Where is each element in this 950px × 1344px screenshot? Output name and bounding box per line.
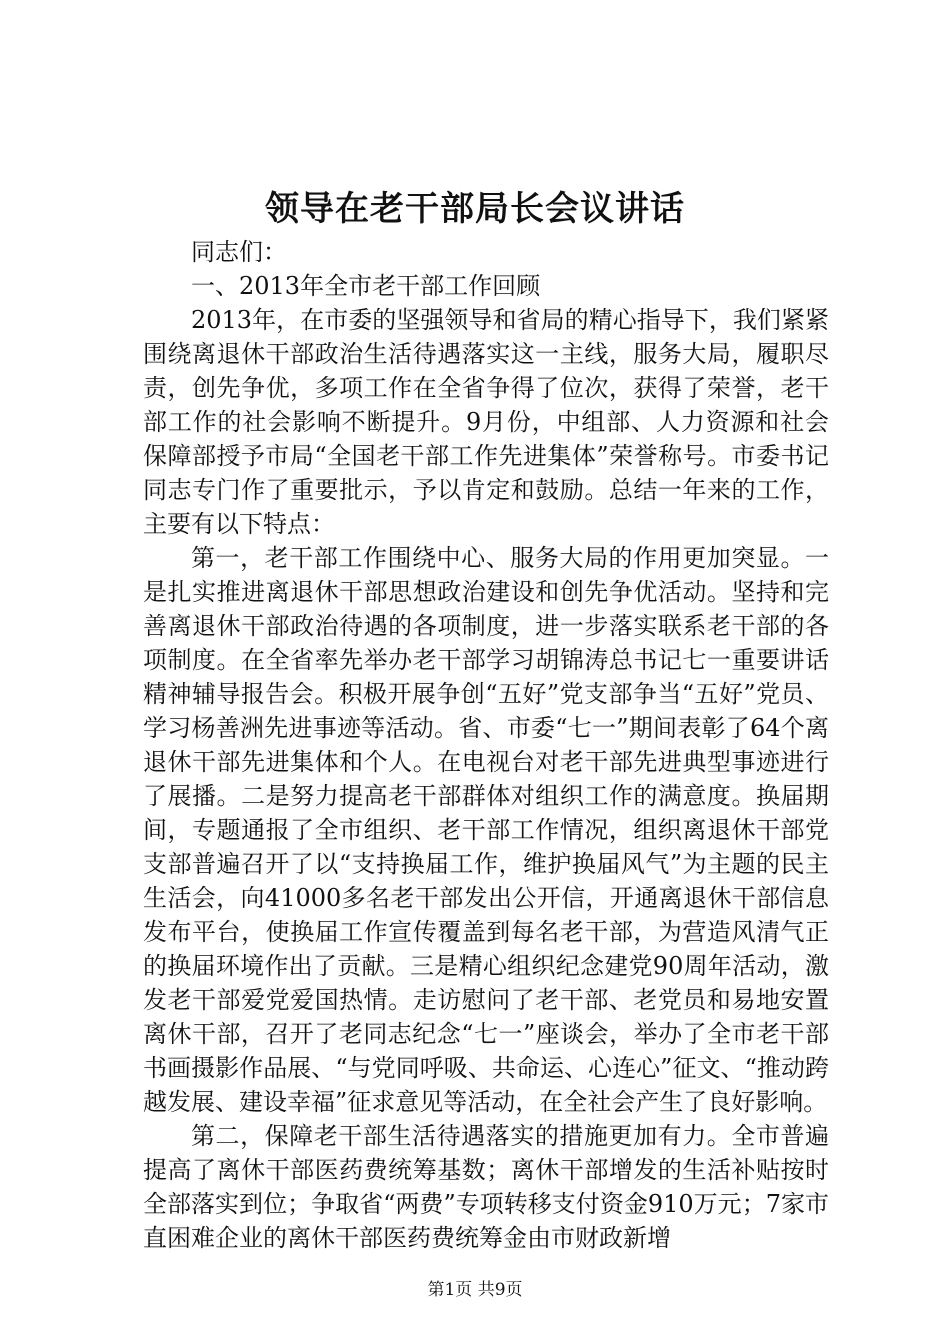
page-footer: 第1页 共9页 (427, 1280, 523, 1300)
salutation-paragraph: 同志们： (191, 238, 287, 266)
document-body (143, 235, 829, 1255)
body-paragraph: 第二，保障老干部生活待遇落实的措施更加有力。全市普遍提高了离休干部医药费统筹基数；离休干部增发的生活补贴按时全部落实到位；争取省“两费”专项转移支付资金910万元；7家市直困难企业的离休干部医药费统筹金由市财政新增 (143, 1122, 829, 1252)
body-paragraph: 第一，老干部工作围绕中心、服务大局的作用更加突显。一是扎实推进离退休干部思想政治建设和创先争优活动。坚持和完善离退休干部政治待遇的各项制度，进一步落实联系老干部的各项制度。在全省率先举办老干部学习胡锦涛总书记七一重要讲话精神辅导报告会。积极开展争创“五好”党支部争当“五好”党员、学习杨善洲先进事迹等活动。省、市委“七一”期间表彰了64个离退休干部先进集体和个人。在电视台对老干部先进典型事迹进行了展播。二是努力提高老干部群体对组织工作的满意度。换届期间，专题通报了全市组织、老干部工作情况，组织离退休干部党支部普遍召开了以“支持换届工作，维护换届风气”为主题的民主生活会，向41000多名老干部发出公开信，开通离退休干部信息发布平台，使换届工作宣传覆盖到每名老干部，为营造风清气正的换届环境作出了贡献。三是精心组织纪念建党90周年活动，激发老干部爱党爱国热情。走访慰问了老干部、老党员和易地安置离休干部，召开了老同志纪念“七一”座谈会，举办了全市老干部书画摄影作品展、“与党同呼吸、共命运、心连心”征文、“推动跨越发展、建设幸福”征求意见等活动，在全社会产生了良好影响。 (143, 544, 829, 1116)
section-heading-paragraph: 一、2013年全市老干部工作回顾 (191, 272, 541, 300)
document-title: 领导在老干部局长会议讲话 (265, 189, 685, 229)
body-paragraph: 2013年，在市委的坚强领导和省局的精心指导下，我们紧紧围绕离退休干部政治生活待遇落实这一主线，服务大局，履职尽责，创先争优，多项工作在全省争得了位次，获得了荣誉，老干部工作的社会影响不断提升。9月份，中组部、人力资源和社会保障部授予市局“全国老干部工作先进集体”荣誉称号。市委书记同志专门作了重要批示，予以肯定和鼓励。总结一年来的工作，主要有以下特点： (143, 306, 829, 538)
